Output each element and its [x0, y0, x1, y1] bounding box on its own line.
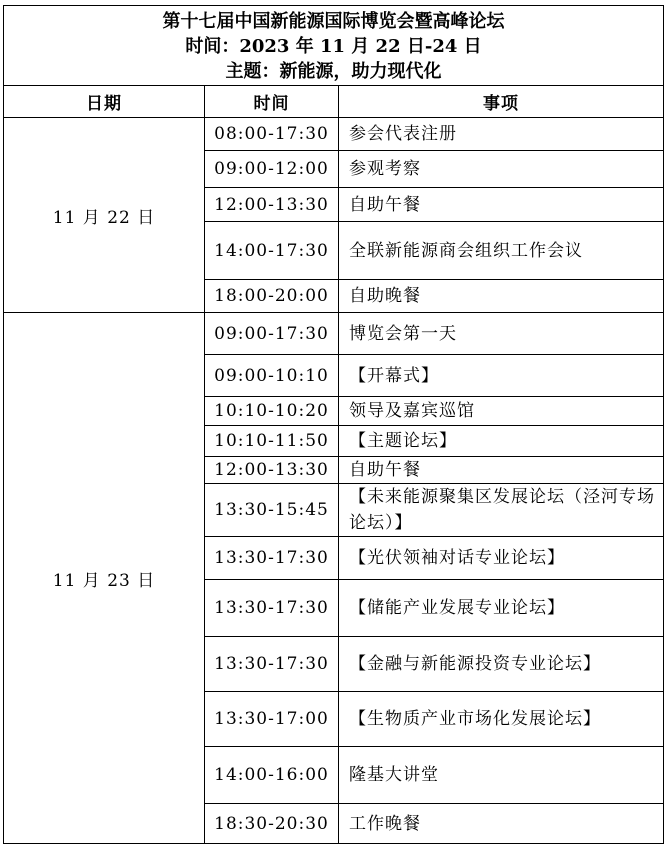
row-event: 工作晚餐 — [339, 804, 664, 844]
schedule-table — [3, 5, 664, 844]
row-time: 10:10-11:50 — [205, 426, 339, 457]
day-date: 11 月 22 日 — [4, 118, 205, 313]
row-event: 全联新能源商会组织工作会议 — [339, 222, 664, 280]
row-time: 13:30-15:45 — [205, 484, 339, 537]
row-event: 【光伏领袖对话专业论坛】 — [339, 537, 664, 580]
row-time: 12:00-13:30 — [205, 457, 339, 484]
row-event: 隆基大讲堂 — [339, 747, 664, 804]
row-time: 13:30-17:30 — [205, 580, 339, 637]
day-date: 11 月 23 日 — [4, 313, 205, 844]
row-event: 博览会第一天 — [339, 313, 664, 355]
event-dates: 时间：2023 年 11 月 22 日-24 日 — [185, 36, 482, 57]
row-time: 14:00-17:30 — [205, 222, 339, 280]
row-time: 13:30-17:30 — [205, 537, 339, 580]
row-time: 13:30-17:00 — [205, 692, 339, 747]
row-event: 领导及嘉宾巡馆 — [339, 397, 664, 426]
row-event: 【金融与新能源投资专业论坛】 — [339, 637, 664, 692]
row-event: 【开幕式】 — [339, 355, 664, 397]
header-row — [4, 6, 664, 86]
row-time: 12:00-13:30 — [205, 188, 339, 222]
row-event: 【储能产业发展专业论坛】 — [339, 580, 664, 637]
table-row — [4, 313, 664, 355]
event-theme: 主题：新能源，助力现代化 — [225, 61, 442, 82]
table-row — [4, 118, 664, 151]
row-time: 18:30-20:30 — [205, 804, 339, 844]
row-event: 自助晚餐 — [339, 280, 664, 313]
row-time: 10:10-10:20 — [205, 397, 339, 426]
row-time: 08:00-17:30 — [205, 118, 339, 151]
row-event: 参会代表注册 — [339, 118, 664, 151]
header-cell — [4, 6, 664, 86]
row-event: 自助午餐 — [339, 188, 664, 222]
column-header-row — [4, 86, 664, 118]
row-event: 【未来能源聚集区发展论坛（泾河专场论坛）】 — [339, 484, 664, 537]
row-event: 参观考察 — [339, 151, 664, 188]
row-time: 09:00-12:00 — [205, 151, 339, 188]
row-event: 【生物质产业市场化发展论坛】 — [339, 692, 664, 747]
event-title: 第十七届中国新能源国际博览会暨高峰论坛 — [162, 11, 505, 32]
column-header-time: 时间 — [205, 86, 339, 118]
column-header-event: 事项 — [339, 86, 664, 118]
row-event: 自助午餐 — [339, 457, 664, 484]
column-header-date: 日期 — [4, 86, 205, 118]
row-event: 【主题论坛】 — [339, 426, 664, 457]
row-time: 09:00-10:10 — [205, 355, 339, 397]
row-time: 18:00-20:00 — [205, 280, 339, 313]
row-time: 14:00-16:00 — [205, 747, 339, 804]
row-time: 09:00-17:30 — [205, 313, 339, 355]
row-time: 13:30-17:30 — [205, 637, 339, 692]
